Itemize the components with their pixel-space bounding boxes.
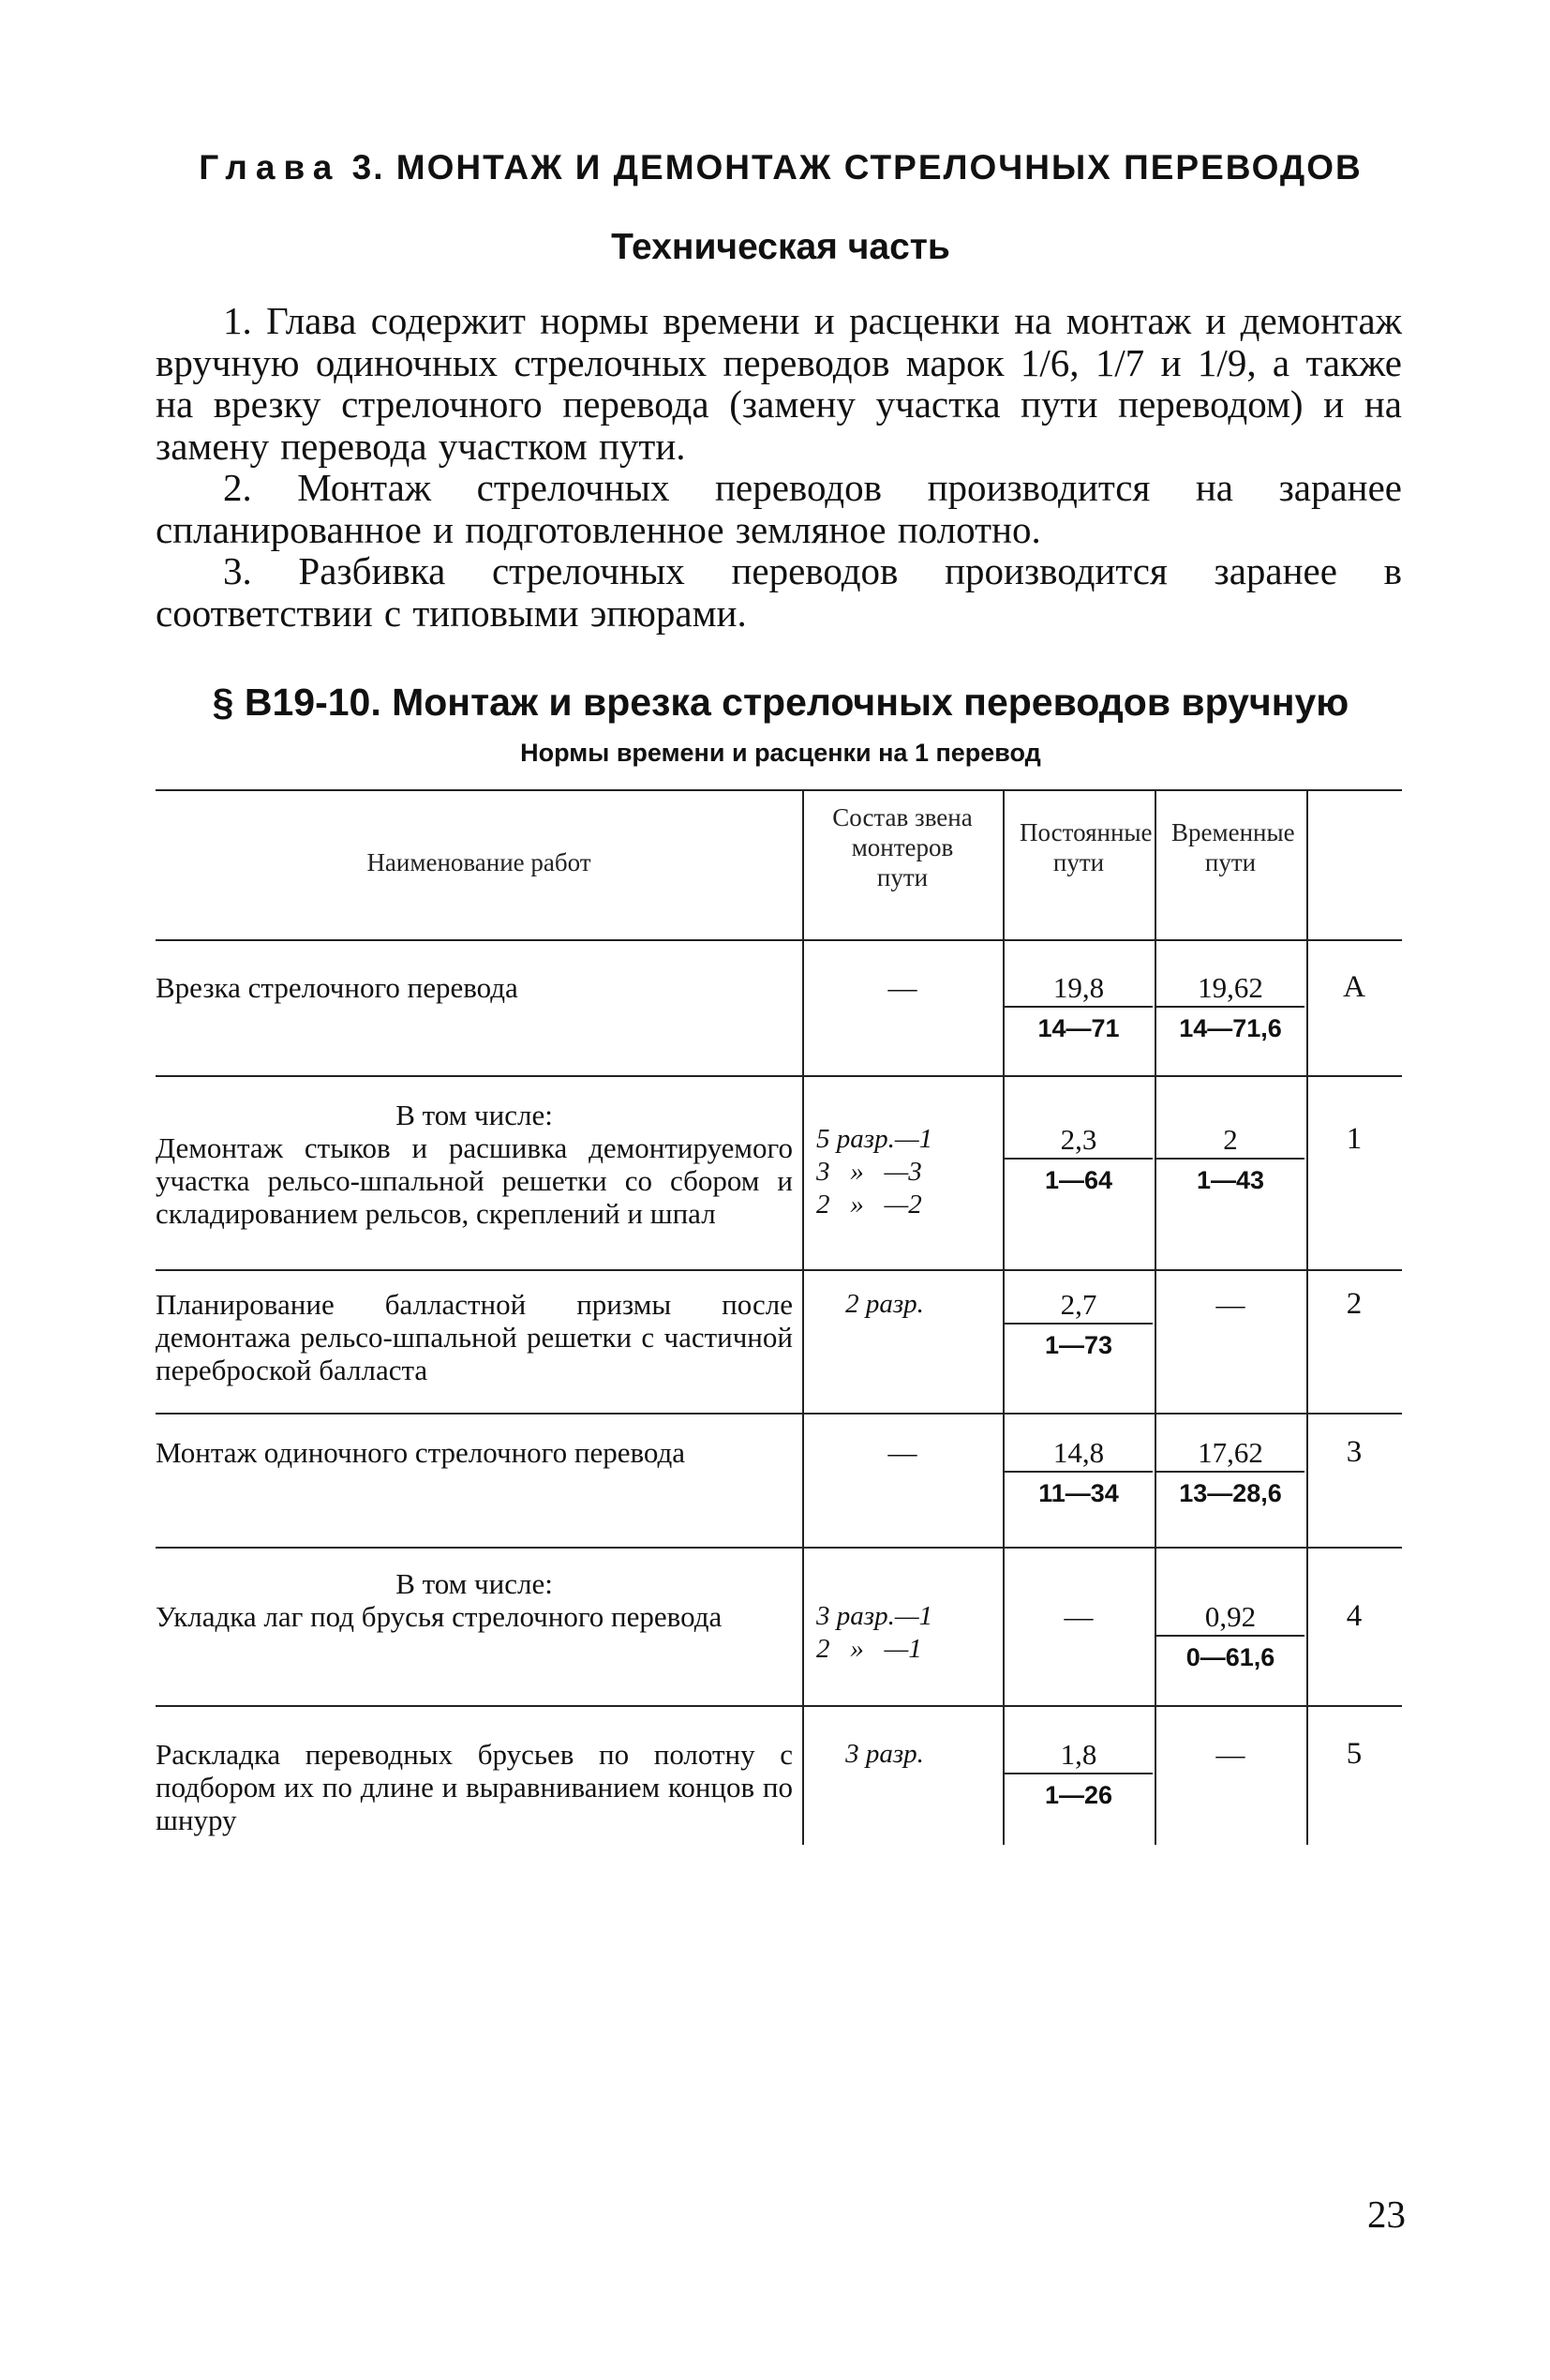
- chapter-prefix: Глава: [199, 148, 341, 187]
- chapter-title: [157, 148, 1404, 187]
- rate: 1—64: [1044, 1166, 1113, 1194]
- rate: 1—43: [1196, 1166, 1265, 1194]
- chapter-name: 3. МОНТАЖ И ДЕМОНТАЖ СТРЕЛОЧНЫХ ПЕРЕВОДОВ: [351, 148, 1363, 187]
- table-rule-header: [156, 939, 1402, 941]
- intro-text: [156, 300, 1402, 634]
- section-title: Техническая часть: [611, 227, 950, 267]
- row-name: Демонтаж стыков и расшивка демонтируемого участка рельсо-шпальной решетки со сбором и складированием рельсов, скреплений и шпал: [156, 1131, 793, 1230]
- row-name: Врезка стрелочного перевода: [156, 971, 518, 1004]
- permanent-value: —: [1064, 1600, 1094, 1633]
- temporary-value: [1156, 1123, 1304, 1197]
- header-crew: Состав звена монтеров пути: [832, 803, 973, 891]
- row-crew: 2 разр.: [845, 1289, 924, 1319]
- paragraph-2: 2. Монтаж стрелочных переводов производится на заранее спланированное и подготовленное земляное полотно.: [156, 466, 1402, 551]
- row-index: А: [1343, 970, 1365, 1004]
- table-rule-row: [156, 1547, 1402, 1549]
- row-name: Монтаж одиночного стрелочного перевода: [156, 1436, 686, 1469]
- row-subhead: В том числе:: [395, 1567, 553, 1600]
- row-index: 4: [1346, 1599, 1363, 1633]
- row-index: 5: [1346, 1737, 1363, 1771]
- row-index: 2: [1346, 1287, 1363, 1321]
- permanent-value: [1005, 971, 1153, 1045]
- row-crew: —: [887, 1436, 917, 1469]
- header-temporary: Временные пути: [1171, 818, 1295, 876]
- row-crew: 3 разр.: [845, 1739, 924, 1769]
- table-rule-row: [156, 1413, 1402, 1415]
- row-crew: —: [887, 971, 917, 1004]
- rate: 1—73: [1044, 1331, 1113, 1359]
- row-name: Раскладка переводных брусьев по полотну с подбором их по длине и выравниванием концов по шнуру: [156, 1738, 793, 1836]
- row-crew: 3 разр.—1 2 » —1: [816, 1601, 933, 1664]
- norm-time: 2: [1156, 1123, 1304, 1160]
- norm-time: 19,8: [1005, 971, 1153, 1008]
- row-subhead: В том числе:: [395, 1099, 553, 1131]
- header-name: Наименование работ: [366, 848, 591, 876]
- permanent-value: [1005, 1123, 1153, 1197]
- norm-time: 14,8: [1005, 1436, 1153, 1473]
- temporary-value: —: [1215, 1738, 1245, 1771]
- paragraph-heading: § В19-10. Монтаж и врезка стрелочных переводов вручную: [212, 681, 1349, 724]
- rate: 1—26: [1044, 1781, 1113, 1809]
- table-rule-top: [156, 789, 1402, 791]
- temporary-value: —: [1215, 1288, 1245, 1321]
- norm-time: 2,3: [1005, 1123, 1153, 1160]
- temporary-value: [1156, 1600, 1304, 1674]
- page-number: 23: [1367, 2193, 1406, 2236]
- rate: 14—71,6: [1179, 1014, 1282, 1042]
- norm-time: 1,8: [1005, 1738, 1153, 1774]
- row-index: 1: [1346, 1122, 1363, 1156]
- row-crew: 5 разр.—1 3 » —3 2 » —2: [816, 1124, 933, 1220]
- rate: 0—61,6: [1185, 1643, 1275, 1671]
- table-rule-row: [156, 1075, 1402, 1077]
- table-rule-row: [156, 1705, 1402, 1707]
- temporary-value: [1156, 1436, 1304, 1510]
- paragraph-3: 3. Разбивка стрелочных переводов производится заранее в соответствии с типовыми эпюрами.: [156, 549, 1402, 635]
- norm-time: 2,7: [1005, 1288, 1153, 1325]
- table-rule-row: [156, 1269, 1402, 1271]
- rate: 11—34: [1038, 1479, 1119, 1507]
- norm-time: 17,62: [1156, 1436, 1304, 1473]
- norm-time: 19,62: [1156, 971, 1304, 1008]
- norm-time: 0,92: [1156, 1600, 1304, 1637]
- permanent-value: [1005, 1288, 1153, 1362]
- table-col-rule: [802, 789, 804, 1845]
- temporary-value: [1156, 971, 1304, 1045]
- header-permanent: Постоянные пути: [1020, 818, 1153, 876]
- norms-subtitle: Нормы времени и расценки на 1 перевод: [520, 739, 1041, 767]
- rate: 13—28,6: [1179, 1479, 1282, 1507]
- permanent-value: [1005, 1436, 1153, 1510]
- permanent-value: [1005, 1738, 1153, 1812]
- row-name: Укладка лаг под брусья стрелочного перевода: [156, 1600, 723, 1633]
- rate: 14—71: [1037, 1014, 1120, 1042]
- row-index: 3: [1346, 1435, 1363, 1469]
- norms-table: [156, 789, 1402, 1847]
- row-name: Планирование балластной призмы после демонтажа рельсо-шпальной решетки с частичной переброской балласта: [156, 1288, 793, 1386]
- paragraph-1: 1. Глава содержит нормы времени и расценки на монтаж и демонтаж вручную одиночных стрелочных переводов марок 1/6, 1/7 и 1/9, а также на врезку стрелочного перевода (замену участка пути переводом) и на замену перевода участком пути.: [156, 299, 1402, 468]
